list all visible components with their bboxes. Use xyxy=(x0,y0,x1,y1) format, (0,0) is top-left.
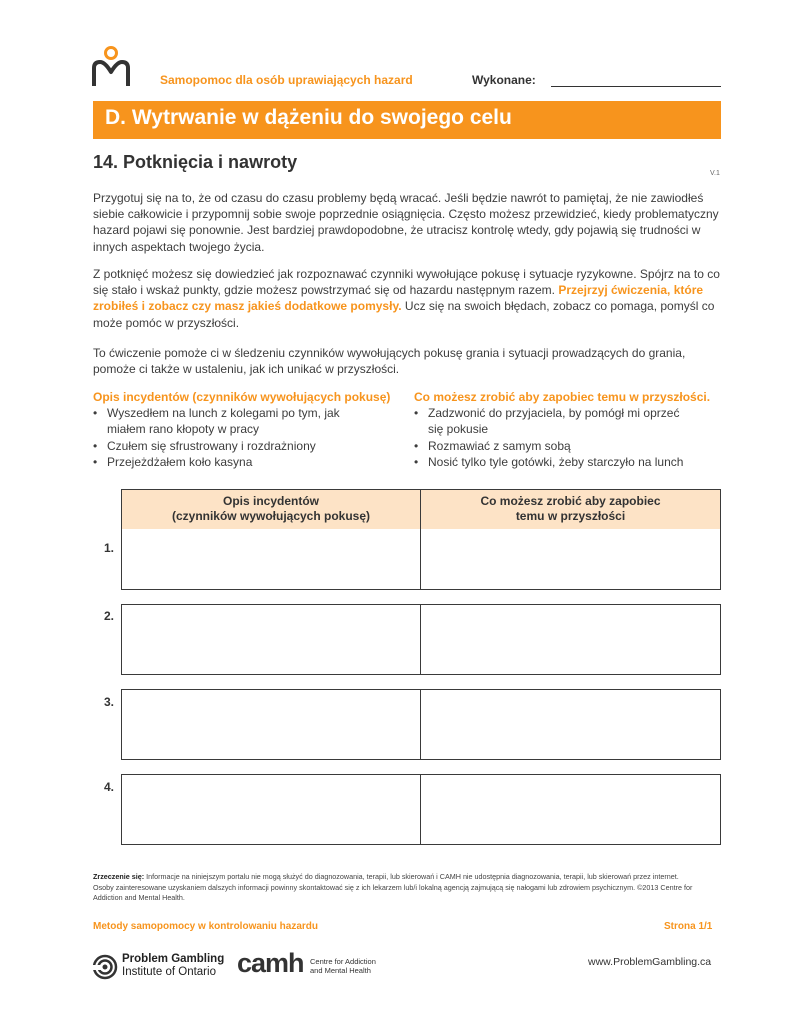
disclaimer xyxy=(93,872,693,904)
intro-paragraph: Przygotuj się na to, że od czasu do czasu problemy będą wracać. Jeśli będzie nawrót to pamiętaj, że nie zawiodłeś siebie całkowicie i przypomnij sobie swoje poprzednie osiągnięcia. Często możesz przewidzieć, kiedy problematyczny hazard pojawi się ponownie. Jest bardziej prawdopodobne, że utracisz kontrolę wtedy, gdy pojawią się trudności w innych aspektach twojego życia. xyxy=(93,191,719,254)
list-item: • Czułem się sfrustrowany i rozdrażniony xyxy=(93,438,393,454)
example-prevention-list xyxy=(414,405,724,470)
row-number: 3. xyxy=(104,695,115,709)
incident-row-3[interactable] xyxy=(121,689,721,760)
footer-series-title: Metody samopomocy w kontrolowaniu hazardu xyxy=(93,921,319,932)
column-header-line: Opis incydentów xyxy=(222,494,319,508)
disclaimer-label: Zrzeczenie się: xyxy=(93,872,145,881)
row-number: 4. xyxy=(104,780,115,794)
website-link[interactable]: www.ProblemGambling.ca xyxy=(588,956,712,968)
lapse-paragraph-end: Ucz się na swoich błędach, zobacz co pomaga, pomyśl co może pomóc w przyszłości. xyxy=(93,299,715,330)
disclaimer-text: Informacje na niniejszym portalu nie mogą służyć do diagnozowania, terapii, lub skierowań i CAMH nie udostępnia diagnozowania, terapii, lub skierowań przez internet. Osoby zainteresowane uzyskaniem dalszych informacji powinny skontaktować się z ich lekarzem lub/i lokalną agencją zajmującą się nałogami lub zdrowiem psychicznym. ©2013 Centre for Addiction and Mental Health. xyxy=(93,872,693,902)
page-number: Strona 1/1 xyxy=(664,921,713,932)
column-header-incidents xyxy=(122,494,420,524)
section-banner xyxy=(93,101,721,139)
pgio-name-line1: Problem Gambling xyxy=(122,953,225,965)
page-title: 14. Potknięcia i nawroty xyxy=(93,152,298,172)
camh-logo-subtitle xyxy=(310,957,376,975)
list-item: • Przejeżdżałem koło kasyna xyxy=(93,454,393,470)
person-logo-icon xyxy=(90,46,132,90)
lapse-paragraph-highlight: Przejrzyj ćwiczenia, które zrobiłeś i zobacz czy masz jakieś dodatkowe pomysły. xyxy=(93,283,704,314)
version-label: V.1 xyxy=(710,170,720,177)
column-divider xyxy=(420,605,421,674)
example-prevention-heading: Co możesz zrobić aby zapobiec temu w przyszłości. xyxy=(414,390,711,404)
row-number: 2. xyxy=(104,609,115,623)
list-item: • Wyszedłem na lunch z kolegami po tym, jak xyxy=(93,405,393,421)
column-divider xyxy=(420,775,421,844)
camh-name-line1: Centre for Addiction xyxy=(310,957,376,966)
incident-row-2[interactable] xyxy=(121,604,721,675)
pgio-logo-text xyxy=(122,953,224,979)
completed-date-line[interactable] xyxy=(551,86,721,87)
incident-row-1 xyxy=(121,489,721,590)
list-item: • Zadzwonić do przyjaciela, by pomógł mi oprzeć xyxy=(414,405,724,421)
example-triggers-list xyxy=(93,405,393,470)
column-header-line: (czynników wywołujących pokusę) xyxy=(171,509,371,523)
pgio-name-line2: Institute of Ontario xyxy=(122,966,216,978)
column-divider xyxy=(420,490,421,589)
column-divider xyxy=(420,690,421,759)
column-header-prevention xyxy=(421,494,720,524)
list-item: się pokusie xyxy=(428,422,489,437)
exercise-paragraph: To ćwiczenie pomoże ci w śledzeniu czynników wywołujących pokusę grania i sytuacji prowadzących do grania, pomoże ci także w ustaleniu, jak ich unikać w przyszłości. xyxy=(93,346,686,377)
list-item: • Rozmawiać z samym sobą xyxy=(414,438,724,454)
camh-name-line2: and Mental Health xyxy=(310,966,371,975)
banner-title: D. Wytrwanie w dążeniu do swojego celu xyxy=(105,106,512,129)
spiral-logo-icon xyxy=(92,954,118,980)
lapse-paragraph xyxy=(93,266,725,331)
row-number: 1. xyxy=(104,541,115,555)
list-item: miałem rano kłopoty w pracy xyxy=(107,422,260,437)
column-header-line: Co możesz zrobić aby zapobiec xyxy=(480,494,661,508)
example-triggers-heading: Opis incydentów (czynników wywołujących pokusę) xyxy=(93,390,391,404)
column-header-line: temu w przyszłości xyxy=(515,509,626,523)
camh-logo: camh xyxy=(237,948,304,978)
completed-label: Wykonane: xyxy=(472,73,536,87)
header-subtitle: Samopomoc dla osób uprawiających hazard xyxy=(160,73,413,87)
lapse-paragraph-start: Z potknięć możesz się dowiedzieć jak rozpoznawać czynniki wywołujące pokusę i sytuacje ryzykowne. Spójrz na to co się stało i wskaż punkty, gdzie możesz powstrzymać się od hazardu następnym razem. xyxy=(93,267,720,298)
list-item: • Nosić tylko tyle gotówki, żeby starczyło na lunch xyxy=(414,454,724,470)
incident-row-4[interactable] xyxy=(121,774,721,845)
